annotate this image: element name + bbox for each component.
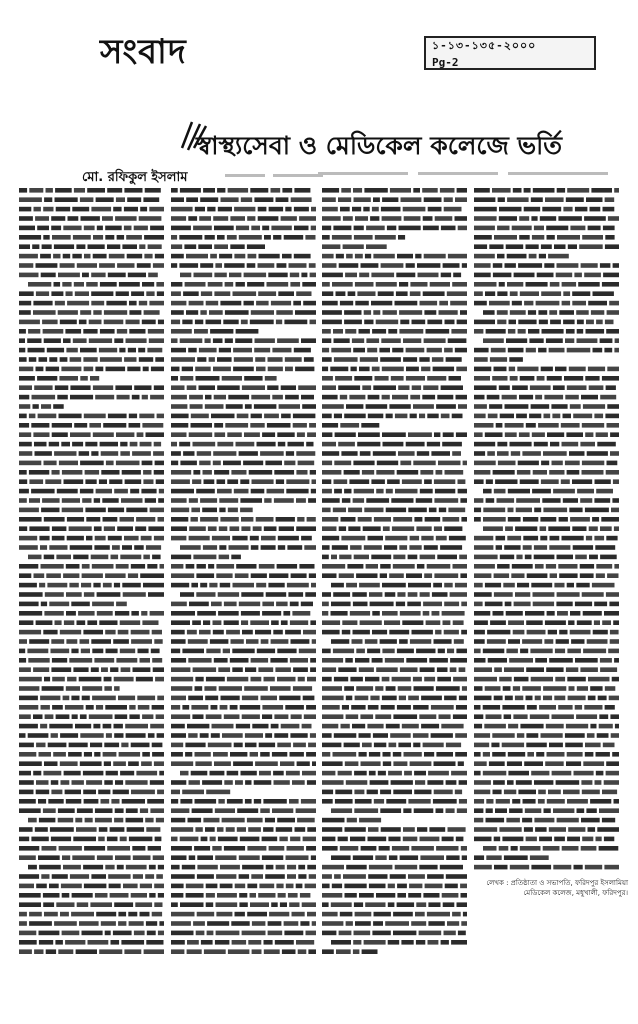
article-column-3	[321, 184, 469, 954]
stamp-date: ১-১৩-১৩৫-২০০০	[432, 39, 537, 52]
faint-print-icon	[318, 168, 618, 182]
stamp-page: Pg-2	[432, 56, 459, 69]
newspaper-masthead: সংবাদ	[100, 32, 187, 72]
article-column-4	[473, 184, 621, 874]
faint-print-icon	[225, 170, 325, 182]
article-headline: স্বাস্থ্যসেবা ও মেডিকেল কলেজে ভর্তি	[196, 131, 563, 160]
writer-note: লেখক : প্রতিষ্ঠাতা ও সভাপতি, ফরিদপুর ইসলামিয়া মেডিকেল কলেজ, মধুখালী, ফরিদপুর।	[486, 879, 628, 897]
date-stamp	[424, 36, 596, 70]
article-column-2	[170, 184, 318, 954]
article-column-1	[18, 184, 166, 954]
author-name: মো. রফিকুল ইসলাম	[82, 170, 188, 185]
